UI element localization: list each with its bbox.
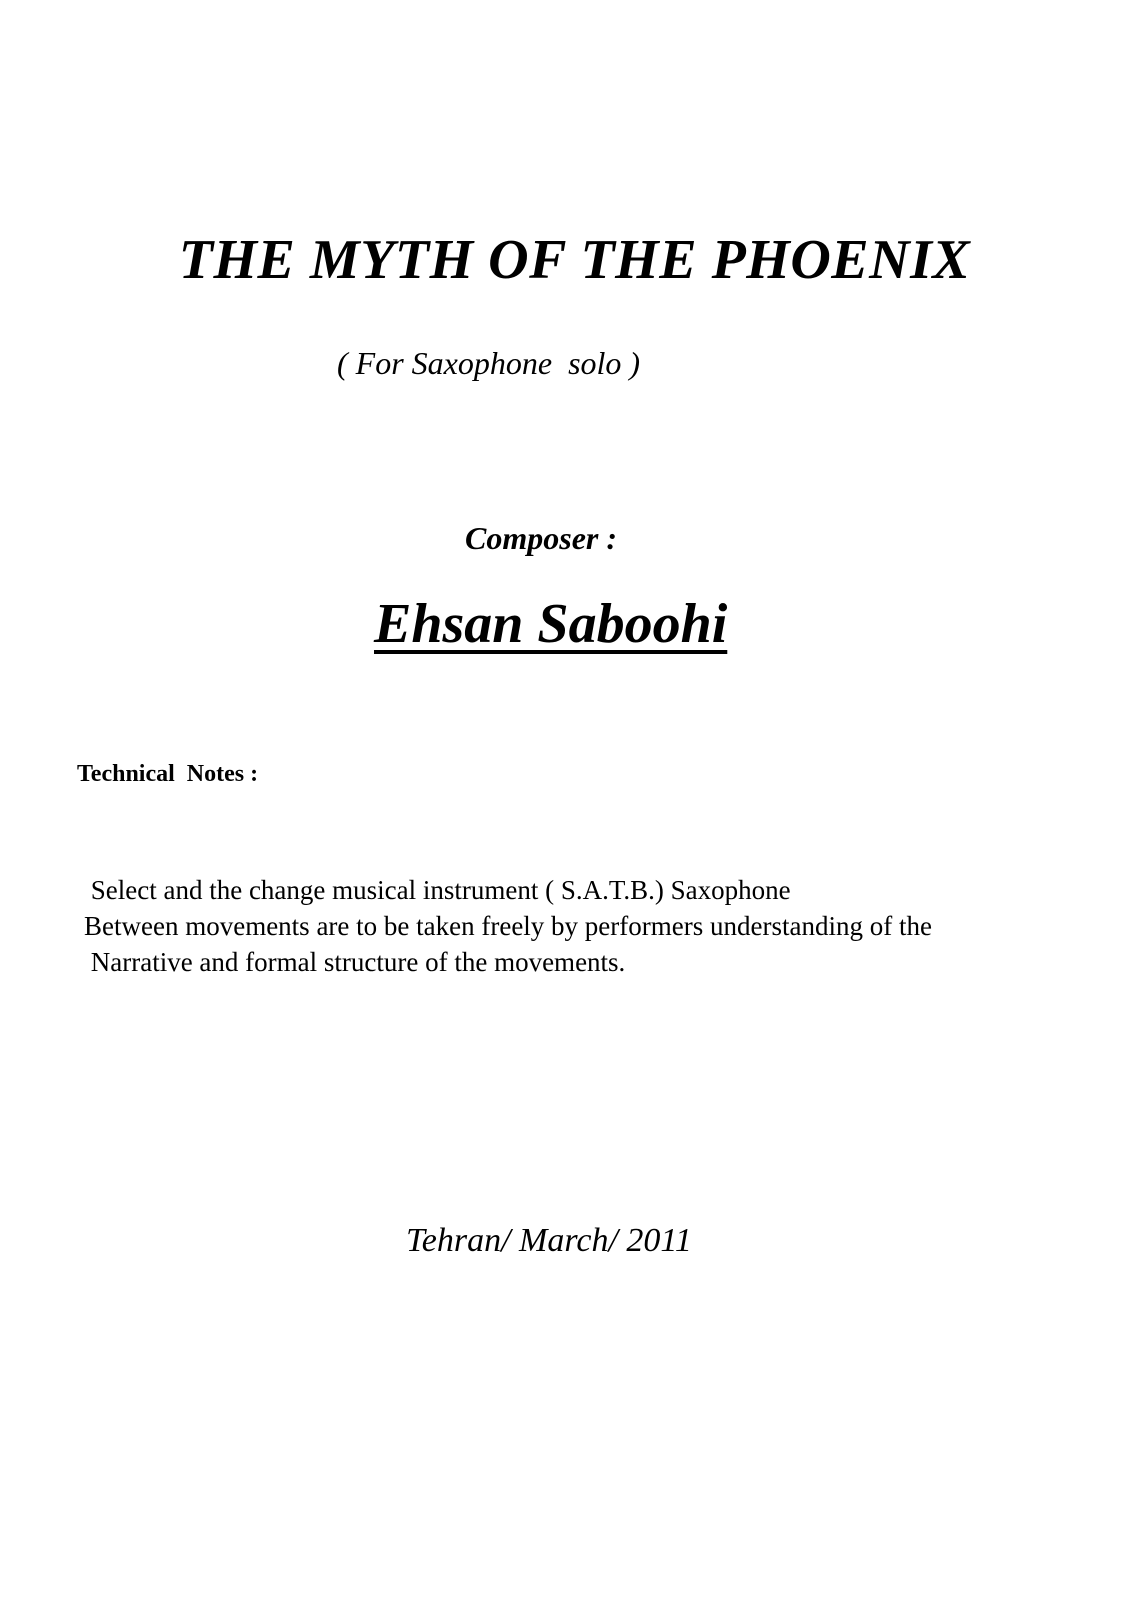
composer-name: Ehsan Saboohi [374, 593, 728, 655]
place-date: Tehran/ March/ 2011 [406, 1222, 692, 1259]
technical-notes-heading: Technical Notes : [77, 761, 259, 787]
document-title: THE MYTH OF THE PHOENIX [178, 229, 971, 291]
technical-notes-line: Between movements are to be taken freely by performers understanding of the [84, 911, 932, 941]
technical-notes-body [84, 872, 932, 980]
composer-label: Composer : [465, 520, 617, 556]
document-subtitle: ( For Saxophone solo ) [337, 345, 641, 381]
technical-notes-line: Select and the change musical instrument ( S.A.T.B.) Saxophone [84, 875, 791, 905]
technical-notes-line: Narrative and formal structure of the movements. [84, 947, 626, 977]
